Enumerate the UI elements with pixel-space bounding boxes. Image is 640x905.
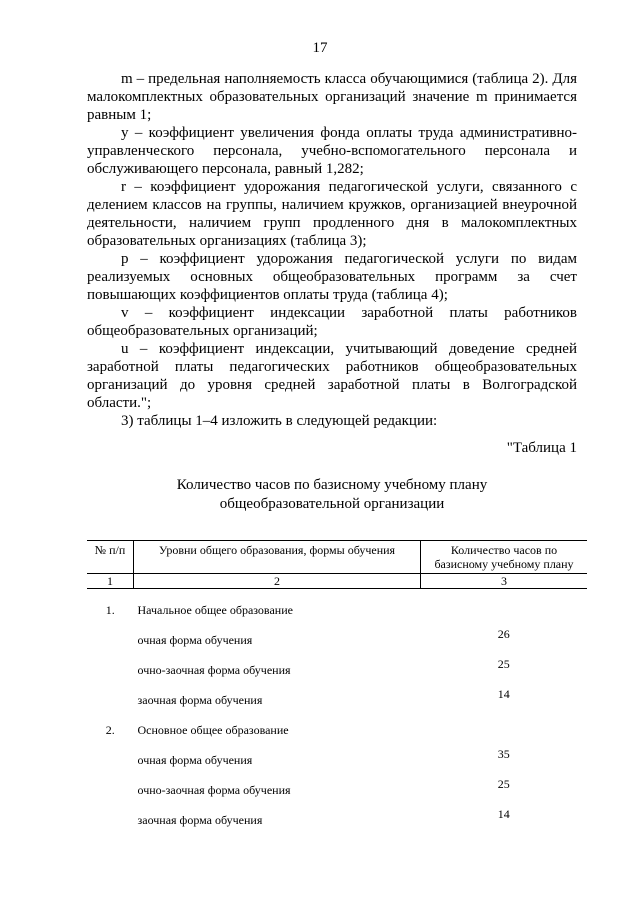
column-number-1: 1 xyxy=(87,574,134,589)
column-number-2: 2 xyxy=(134,574,421,589)
table-header-row xyxy=(87,541,587,574)
header-hours: Количество часов по базисному учебному плану xyxy=(421,541,588,574)
form-name: заочная форма обучения xyxy=(137,693,263,707)
page-number: 17 xyxy=(312,40,328,56)
paragraph-m: m – предельная наполняемость класса обучающимися (таблица 2). Для малокомплектных образовательных организаций значение m принимается равным 1; xyxy=(87,71,577,123)
paragraph-tables: 3) таблицы 1–4 изложить в следующей редакции: xyxy=(121,413,438,429)
form-name: очно-заочная форма обучения xyxy=(137,783,291,797)
table-title xyxy=(87,476,577,514)
hours-value: 35 xyxy=(497,747,510,761)
hours-value: 25 xyxy=(497,777,510,791)
form-name: очная форма обучения xyxy=(137,633,253,647)
paragraph-v: v – коэффициент индексации заработной платы работников общеобразовательных организаций; xyxy=(87,305,577,339)
form-name: очная форма обучения xyxy=(137,753,253,767)
paragraph-y: y – коэффициент увеличения фонда оплаты труда административно-управленческого персонала, учебно-вспомогательного персонала и обслуживающего персонала, равный 1,282; xyxy=(87,125,577,177)
header-level: Уровни общего образования, формы обучения xyxy=(134,541,421,574)
hours-value: 26 xyxy=(497,627,510,641)
table-label: "Таблица 1 xyxy=(506,440,577,456)
group-name: Основное общее образование xyxy=(137,723,289,737)
hours-value: 14 xyxy=(497,807,510,821)
table-title-line1: Количество часов по базисному учебному плану xyxy=(176,477,488,493)
paragraph-u: u – коэффициент индексации, учитывающий доведение средней заработной платы педагогических работников общеобразовательных организаций до уровня средней заработной платы в Волгоградской области."; xyxy=(87,341,577,411)
form-name: заочная форма обучения xyxy=(137,813,263,827)
hours-value: 25 xyxy=(497,657,510,671)
header-number: № п/п xyxy=(87,541,134,574)
form-name: очно-заочная форма обучения xyxy=(137,663,291,677)
table-title-line2: общеобразовательной организации xyxy=(219,496,445,512)
column-number-3: 3 xyxy=(421,574,588,589)
body-text xyxy=(87,70,577,430)
table-row xyxy=(87,679,587,709)
paragraph-r: r – коэффициент удорожания педагогической услуги, связанного с делением классов на группы, наличием кружков, организацией внеурочной деятельности, наличием групп продленного дня в малокомплектных образовательных организациях (таблица 3); xyxy=(87,179,577,249)
column-number-row xyxy=(87,574,587,589)
hours-value: 14 xyxy=(497,687,510,701)
paragraph-p: p – коэффициент удорожания педагогической услуги по видам реализуемых основных общеобразовательных программ за счет повышающих коэффициентов оплаты труда (таблица 4); xyxy=(87,251,577,303)
hours-table xyxy=(87,540,587,829)
table-row xyxy=(87,799,587,829)
group-number: 2. xyxy=(105,723,115,737)
group-number: 1. xyxy=(105,603,115,617)
group-name: Начальное общее образование xyxy=(137,603,293,617)
